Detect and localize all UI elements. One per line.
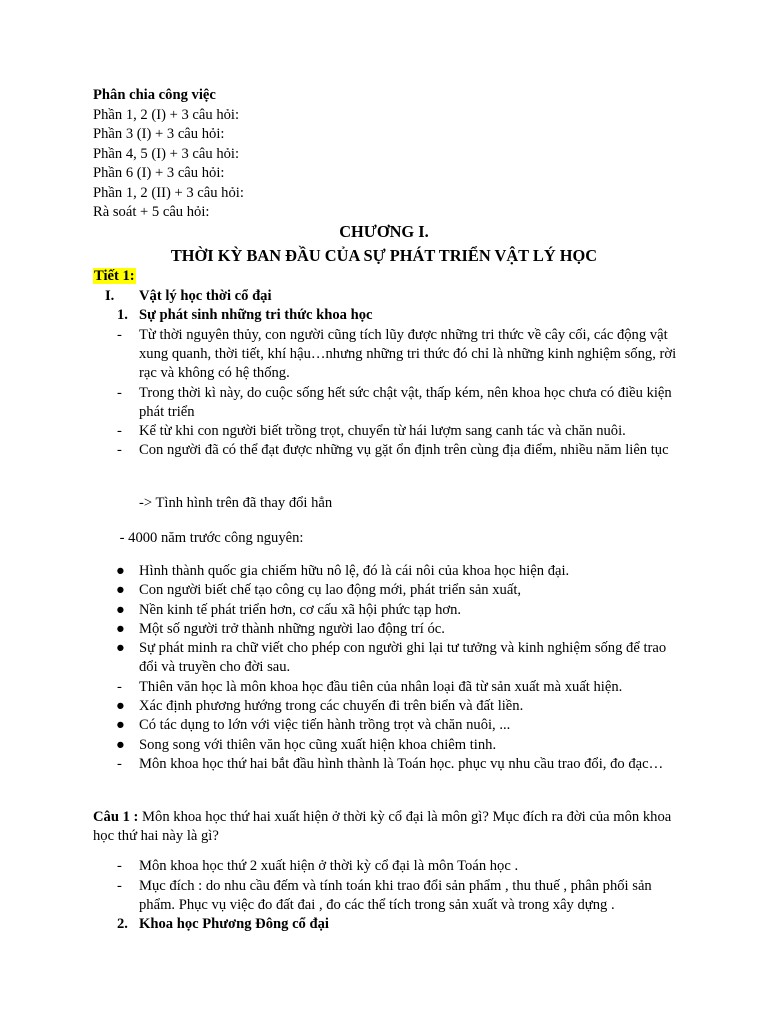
dash-marker: -: [117, 756, 122, 772]
assignment-line: Rà soát + 5 câu hỏi:: [93, 204, 210, 220]
subsection-title: Sự phát sinh những tri thức khoa học: [139, 307, 373, 323]
list-item: Xác định phương hướng trong các chuyến đi trên biển và đất liền.: [139, 698, 524, 714]
dash-marker: -: [117, 442, 122, 458]
list-item: Con người đã có thể đạt được những vụ gặt ổn định trên cùng địa điểm, nhiều năm liên tục: [139, 442, 669, 458]
list-item: Môn khoa học thứ 2 xuất hiện ở thời kỳ cổ đại là môn Toán học .: [139, 858, 519, 874]
question-1: [93, 808, 685, 847]
question-text: Môn khoa học thứ hai xuất hiện ở thời kỳ cổ đại là môn gì? Mục đích ra đời của môn khoa học thứ hai này là gì?: [93, 809, 672, 845]
question-label: Câu 1 :: [93, 809, 139, 825]
list-item: Trong thời kì này, do cuộc sống hết sức chật vật, thấp kém, nên khoa học chưa có điều kiện phát triển: [139, 384, 672, 420]
assignment-line: Phần 6 (I) + 3 câu hỏi:: [93, 165, 225, 181]
subsection-marker: 1.: [117, 307, 128, 323]
dash-marker: -: [117, 384, 122, 401]
list-item: Kể từ khi con người biết trồng trọt, chuyển từ hái lượm sang canh tác và chăn nuôi.: [139, 423, 626, 439]
assignment-line: Phần 4, 5 (I) + 3 câu hỏi:: [93, 145, 240, 162]
assignment-heading: Phân chia công việc: [93, 87, 216, 103]
bullet-marker: ●: [116, 640, 125, 656]
dash-marker: -: [117, 679, 122, 695]
era-line: - 4000 năm trước công nguyên:: [116, 530, 304, 546]
arrow-line: -> Tình hình trên đã thay đổi hẳn: [139, 495, 333, 511]
list-item: Thiên văn học là môn khoa học đầu tiên của nhân loại đã từ sản xuất mà xuất hiện.: [139, 679, 623, 695]
list-item: Mục đích : do nhu cầu đếm và tính toán khi trao đổi sản phẩm , thu thuế , phân phối sản phẩm. Phục vụ việc đo đất đai , đo các thể tích trong sản xuất và trong xây dựng .: [139, 877, 652, 913]
list-item: Hình thành quốc gia chiếm hữu nô lệ, đó là cái nôi của khoa học hiện đại.: [139, 563, 570, 579]
dash-marker: -: [117, 858, 122, 874]
list-item: Có tác dụng to lớn với việc tiến hành trồng trọt và chăn nuôi, ...: [139, 717, 511, 733]
list-item: Một số người trở thành những người lao động trí óc.: [139, 620, 445, 637]
bullet-marker: ●: [116, 736, 125, 753]
assignment-line: Phần 1, 2 (II) + 3 câu hỏi:: [93, 184, 244, 201]
assignment-line: Phần 3 (I) + 3 câu hỏi:: [93, 126, 225, 142]
chapter-number: CHƯƠNG I.: [339, 222, 429, 241]
list-item: Môn khoa học thứ hai bắt đầu hình thành là Toán học. phục vụ nhu cầu trao đổi, đo đạc…: [139, 756, 664, 772]
dash-marker: -: [117, 423, 122, 439]
bullet-marker: ●: [116, 601, 125, 618]
list-item: Sự phát minh ra chữ viết cho phép con người ghi lại tư tưởng và kinh nghiệm sống để trao đổi và truyền cho đời sau.: [139, 640, 667, 676]
bullet-marker: ●: [116, 563, 125, 579]
subsection-title: Khoa học Phương Đông cổ đại: [139, 916, 329, 932]
list-item: Con người biết chế tạo công cụ lao động mới, phát triển sản xuất,: [139, 582, 522, 598]
dash-marker: -: [117, 877, 122, 894]
list-item: Từ thời nguyên thủy, con người cũng tích lũy được những tri thức về cây cối, các động vật xung quanh, thời tiết, khí hậu…nhưng những tri thức đó chỉ là những kinh nghiệm sống, rời rạc và không có hệ thống.: [139, 326, 677, 382]
dash-marker: -: [117, 326, 122, 343]
bullet-marker: ●: [116, 717, 125, 733]
bullet-marker: ●: [116, 620, 125, 637]
section-marker: I.: [105, 287, 115, 304]
section-title: Vật lý học thời cổ đại: [139, 287, 272, 304]
list-item: Song song với thiên văn học cũng xuất hiện khoa chiêm tinh.: [139, 736, 497, 753]
bullet-marker: ●: [116, 582, 125, 598]
bullet-marker: ●: [116, 698, 125, 714]
subsection-marker: 2.: [117, 916, 128, 932]
assignment-line: Phần 1, 2 (I) + 3 câu hỏi:: [93, 106, 240, 123]
lesson-label: [93, 267, 136, 286]
list-item: Nền kinh tế phát triển hơn, cơ cấu xã hội phức tạp hơn.: [139, 601, 462, 618]
chapter-title: THỜI KỲ BAN ĐẦU CỦA SỰ PHÁT TRIỂN VẬT LÝ HỌC: [170, 246, 598, 265]
highlighted-text: Tiết 1:: [94, 268, 135, 284]
